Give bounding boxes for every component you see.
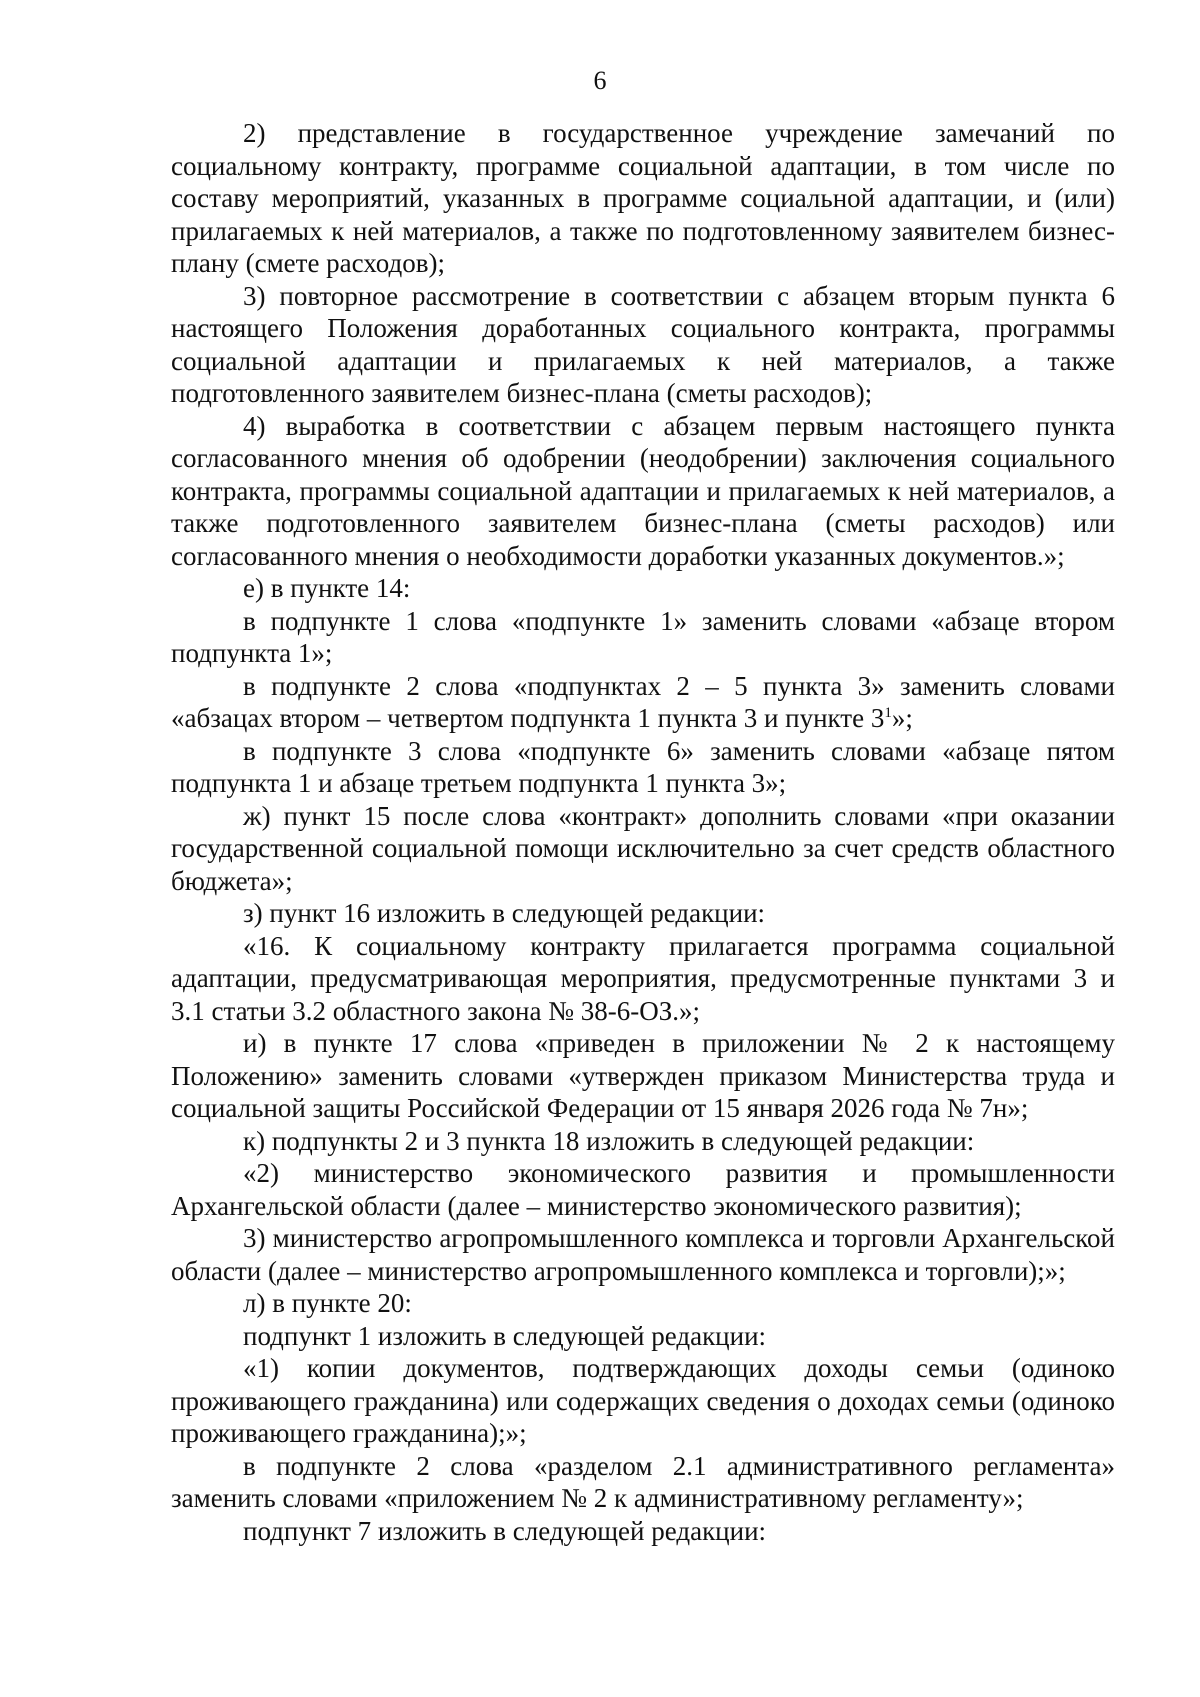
paragraph-item-z: з) пункт 16 изложить в следующей редакции: <box>243 898 766 928</box>
paragraph-subitem-7-edit: подпункт 7 изложить в следующей редакции: <box>243 1515 767 1546</box>
paragraph-subitem-3-reconsideration: 3) повторное рассмотрение в соответствии с абзацем вторым пункта 6 настоящего Положения доработанных социального контракта, программы социальной адаптации и прилагаемых к ней материалов, а также подготовленного заявителем бизнес-плана (сметы расходов); <box>171 280 1115 408</box>
paragraph-item-e: е) в пункте 14: <box>243 573 411 603</box>
paragraph-subitem-2-amendment <box>171 670 1115 735</box>
paragraph-item-zh: ж) пункт 15 после слова «контракт» дополнить словами «при оказании государственной социальной помощи исключительно за счет средств областного бюджета»; <box>171 800 1115 896</box>
paragraph-subitem-4-opinion: 4) выработка в соответствии с абзацем первым настоящего пункта согласованного мнения об одобрении (неодобрении) заключения социального контракта, программы социальной адаптации и прилагаемых к ней материалов, а также подготовленного заявителем бизнес-плана (сметы расходов) или согласованного мнения о необходимости доработки указанных документов.»; <box>171 410 1115 571</box>
paragraph-subitem-3-amendment: в подпункте 3 слова «подпункте 6» заменить словами «абзаце пятом подпункта 1 и абзаце третьем подпункта 1 пункта 3»; <box>171 735 1115 798</box>
paragraph-income-documents: «1) копии документов, подтверждающих доходы семьи (одиноко проживающего гражданина) или содержащих сведения о доходах семьи (одиноко проживающего гражданина);»; <box>171 1353 1115 1448</box>
paragraph-subitem-2-submission: 2) представление в государственное учреждение замечаний по социальному контракту, программе социальной адаптации, в том числе по составу мероприятий, указанных в программе социальной адаптации, и (или) прилагаемых к ней материалов, а также по подготовленному заявителем бизнес-плану (смете расходов); <box>171 118 1115 278</box>
paragraph-item-16-text: «16. К социальному контракту прилагается программа социальной адаптации, предусматривающая мероприятия, предусмотренные пунктами 3 и 3.1 статьи 3.2 областного закона № 38-6-ОЗ.»; <box>171 930 1115 1026</box>
paragraph-subitem-1-amendment: в подпункте 1 слова «подпункте 1» заменить словами «абзаце втором подпункта 1»; <box>171 605 1115 668</box>
document-body <box>171 117 1115 1547</box>
paragraph-text-part: в подпункте 2 слова «подпунктах 2 – 5 пункта 3» заменить словами «абзацах втором – четвертом подпункта 1 пункта 3 и пункте 3 <box>171 670 1115 733</box>
page-number: 6 <box>593 66 607 95</box>
paragraph-item-i: и) в пункте 17 слова «приведен в приложении № 2 к настоящему Положению» заменить словами «утвержден приказом Министерства труда и социальной защиты Российской Федерации от 15 января 2026 года № 7н»; <box>171 1028 1115 1123</box>
paragraph-ministry-economic: «2) министерство экономического развития и промышленности Архангельской области (далее – министерство экономического развития); <box>171 1158 1115 1221</box>
superscript-mark: 1 <box>884 705 892 721</box>
paragraph-text-part: »; <box>891 703 913 733</box>
paragraph-subitem-1-edit: подпункт 1 изложить в следующей редакции: <box>243 1320 767 1351</box>
paragraph-item-l: л) в пункте 20: <box>243 1288 412 1318</box>
paragraph-ministry-agro: 3) министерство агропромышленного комплекса и торговли Архангельской области (далее – министерство агропромышленного комплекса и торговли);»; <box>171 1223 1115 1286</box>
paragraph-subitem-2-regulation: в подпункте 2 слова «разделом 2.1 административного регламента» заменить словами «приложением № 2 к административному регламенту»; <box>171 1450 1115 1513</box>
paragraph-item-k: к) подпункты 2 и 3 пункта 18 изложить в следующей редакции: <box>243 1125 975 1156</box>
